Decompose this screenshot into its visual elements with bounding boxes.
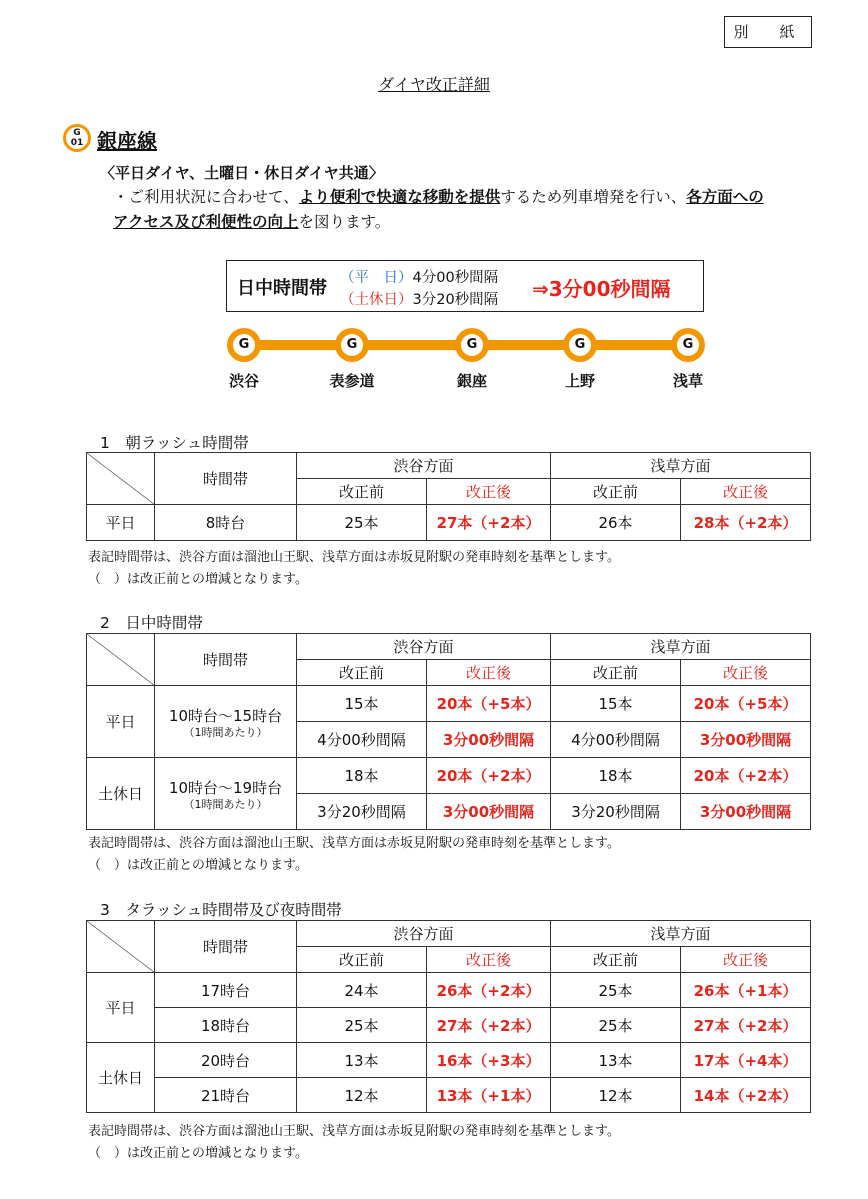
header-before: 改正前 [551, 479, 681, 505]
station-name: 上野 [564, 372, 595, 390]
midday-label: 日中時間帯 [237, 278, 327, 299]
header-asakusa: 浅草方面 [551, 921, 811, 947]
ginza-line-icon: G 01 [63, 124, 91, 152]
header-after: 改正後 [427, 947, 551, 973]
attachment-label: 別 紙 [724, 16, 812, 48]
header-after: 改正後 [681, 660, 811, 686]
header-time: 時間帯 [155, 453, 297, 505]
section1-title: 1 朝ラッシュ時間帯 [100, 434, 249, 452]
section3-note2: （ ）は改正前との増減となります。 [88, 1146, 308, 1161]
section2-table [86, 633, 811, 830]
header-after: 改正後 [427, 660, 551, 686]
common-schedule-note: 〈平日ダイヤ、土曜日・休日ダイヤ共通〉 [100, 164, 384, 182]
holiday-interval: （土休日）3分20秒間隔 [340, 292, 499, 308]
station-marker-icon: G [671, 328, 705, 362]
table-row: 4分00秒間隔 3分00秒間隔 4分00秒間隔 3分00秒間隔 [87, 722, 811, 758]
section2-title: 2 日中時間帯 [100, 614, 203, 632]
station-marker-icon: G [227, 328, 261, 362]
description: ・ご利用状況に合わせて、より便利で快適な移動を提供するため列車増発を行い、各方面への アクセス及び利便性の向上を図ります。 [113, 188, 764, 231]
header-before: 改正前 [297, 479, 427, 505]
station-name: 浅草 [672, 372, 703, 390]
section3-note1: 表記時間帯は、渋谷方面は溜池山王駅、浅草方面は赤坂見附駅の発車時刻を基準とします。 [88, 1124, 620, 1139]
header-time: 時間帯 [155, 634, 297, 686]
table-row: 平日 17時台 24本 26本（+2本） 25本 26本（+1本） [87, 973, 811, 1008]
table-row: 土休日 20時台 13本 16本（+3本） 13本 17本（+4本） [87, 1043, 811, 1078]
header-diagonal [87, 921, 155, 973]
header-before: 改正前 [551, 947, 681, 973]
header-shibuya: 渋谷方面 [297, 634, 551, 660]
section2-note2: （ ）は改正前との増減となります。 [88, 858, 308, 873]
section1-note2: （ ）は改正前との増減となります。 [88, 572, 308, 587]
header-after: 改正後 [681, 947, 811, 973]
header-before: 改正前 [551, 660, 681, 686]
document-title: ダイヤ改正詳細 [378, 75, 490, 94]
table-row: 平日 8時台 25本 27本（+2本） 26本 28本（+2本） [87, 505, 811, 541]
section1-note1: 表記時間帯は、渋谷方面は溜池山王駅、浅草方面は赤坂見附駅の発車時刻を基準とします。 [88, 550, 620, 565]
station-name: 渋谷 [228, 372, 259, 390]
header-shibuya: 渋谷方面 [297, 921, 551, 947]
station-name: 銀座 [456, 372, 487, 390]
table-row: 3分20秒間隔 3分00秒間隔 3分20秒間隔 3分00秒間隔 [87, 794, 811, 830]
header-after: 改正後 [427, 479, 551, 505]
table-row: 土休日 10時台～19時台 （1時間あたり） 18本 20本（+2本） 18本 20本（+2本） [87, 758, 811, 794]
station-name: 表参道 [329, 372, 375, 390]
table-row: 18時台 25本 27本（+2本） 25本 27本（+2本） [87, 1008, 811, 1043]
header-before: 改正前 [297, 660, 427, 686]
section2-note1: 表記時間帯は、渋谷方面は溜池山王駅、浅草方面は赤坂見附駅の発車時刻を基準とします。 [88, 836, 620, 851]
header-after: 改正後 [681, 479, 811, 505]
header-asakusa: 浅草方面 [551, 634, 811, 660]
header-diagonal [87, 453, 155, 505]
section3-table [86, 920, 811, 1113]
table-row: 21時台 12本 13本（+1本） 12本 14本（+2本） [87, 1078, 811, 1113]
section1-table [86, 452, 811, 541]
new-interval: ⇒3分00秒間隔 [532, 277, 671, 301]
weekday-interval: （平 日）4分00秒間隔 [340, 270, 499, 286]
line-name: 銀座線 [97, 129, 157, 153]
station-marker-icon: G [455, 328, 489, 362]
header-asakusa: 浅草方面 [551, 453, 811, 479]
section3-title: 3 タラッシュ時間帯及び夜時間帯 [100, 901, 342, 919]
station-marker-icon: G [563, 328, 597, 362]
header-shibuya: 渋谷方面 [297, 453, 551, 479]
table-row: 平日 10時台～15時台 （1時間あたり） 15本 20本（+5本） 15本 20本（+5本） [87, 686, 811, 722]
header-time: 時間帯 [155, 921, 297, 973]
header-before: 改正前 [297, 947, 427, 973]
header-diagonal [87, 634, 155, 686]
station-marker-icon: G [335, 328, 369, 362]
midday-summary-box [226, 260, 704, 312]
